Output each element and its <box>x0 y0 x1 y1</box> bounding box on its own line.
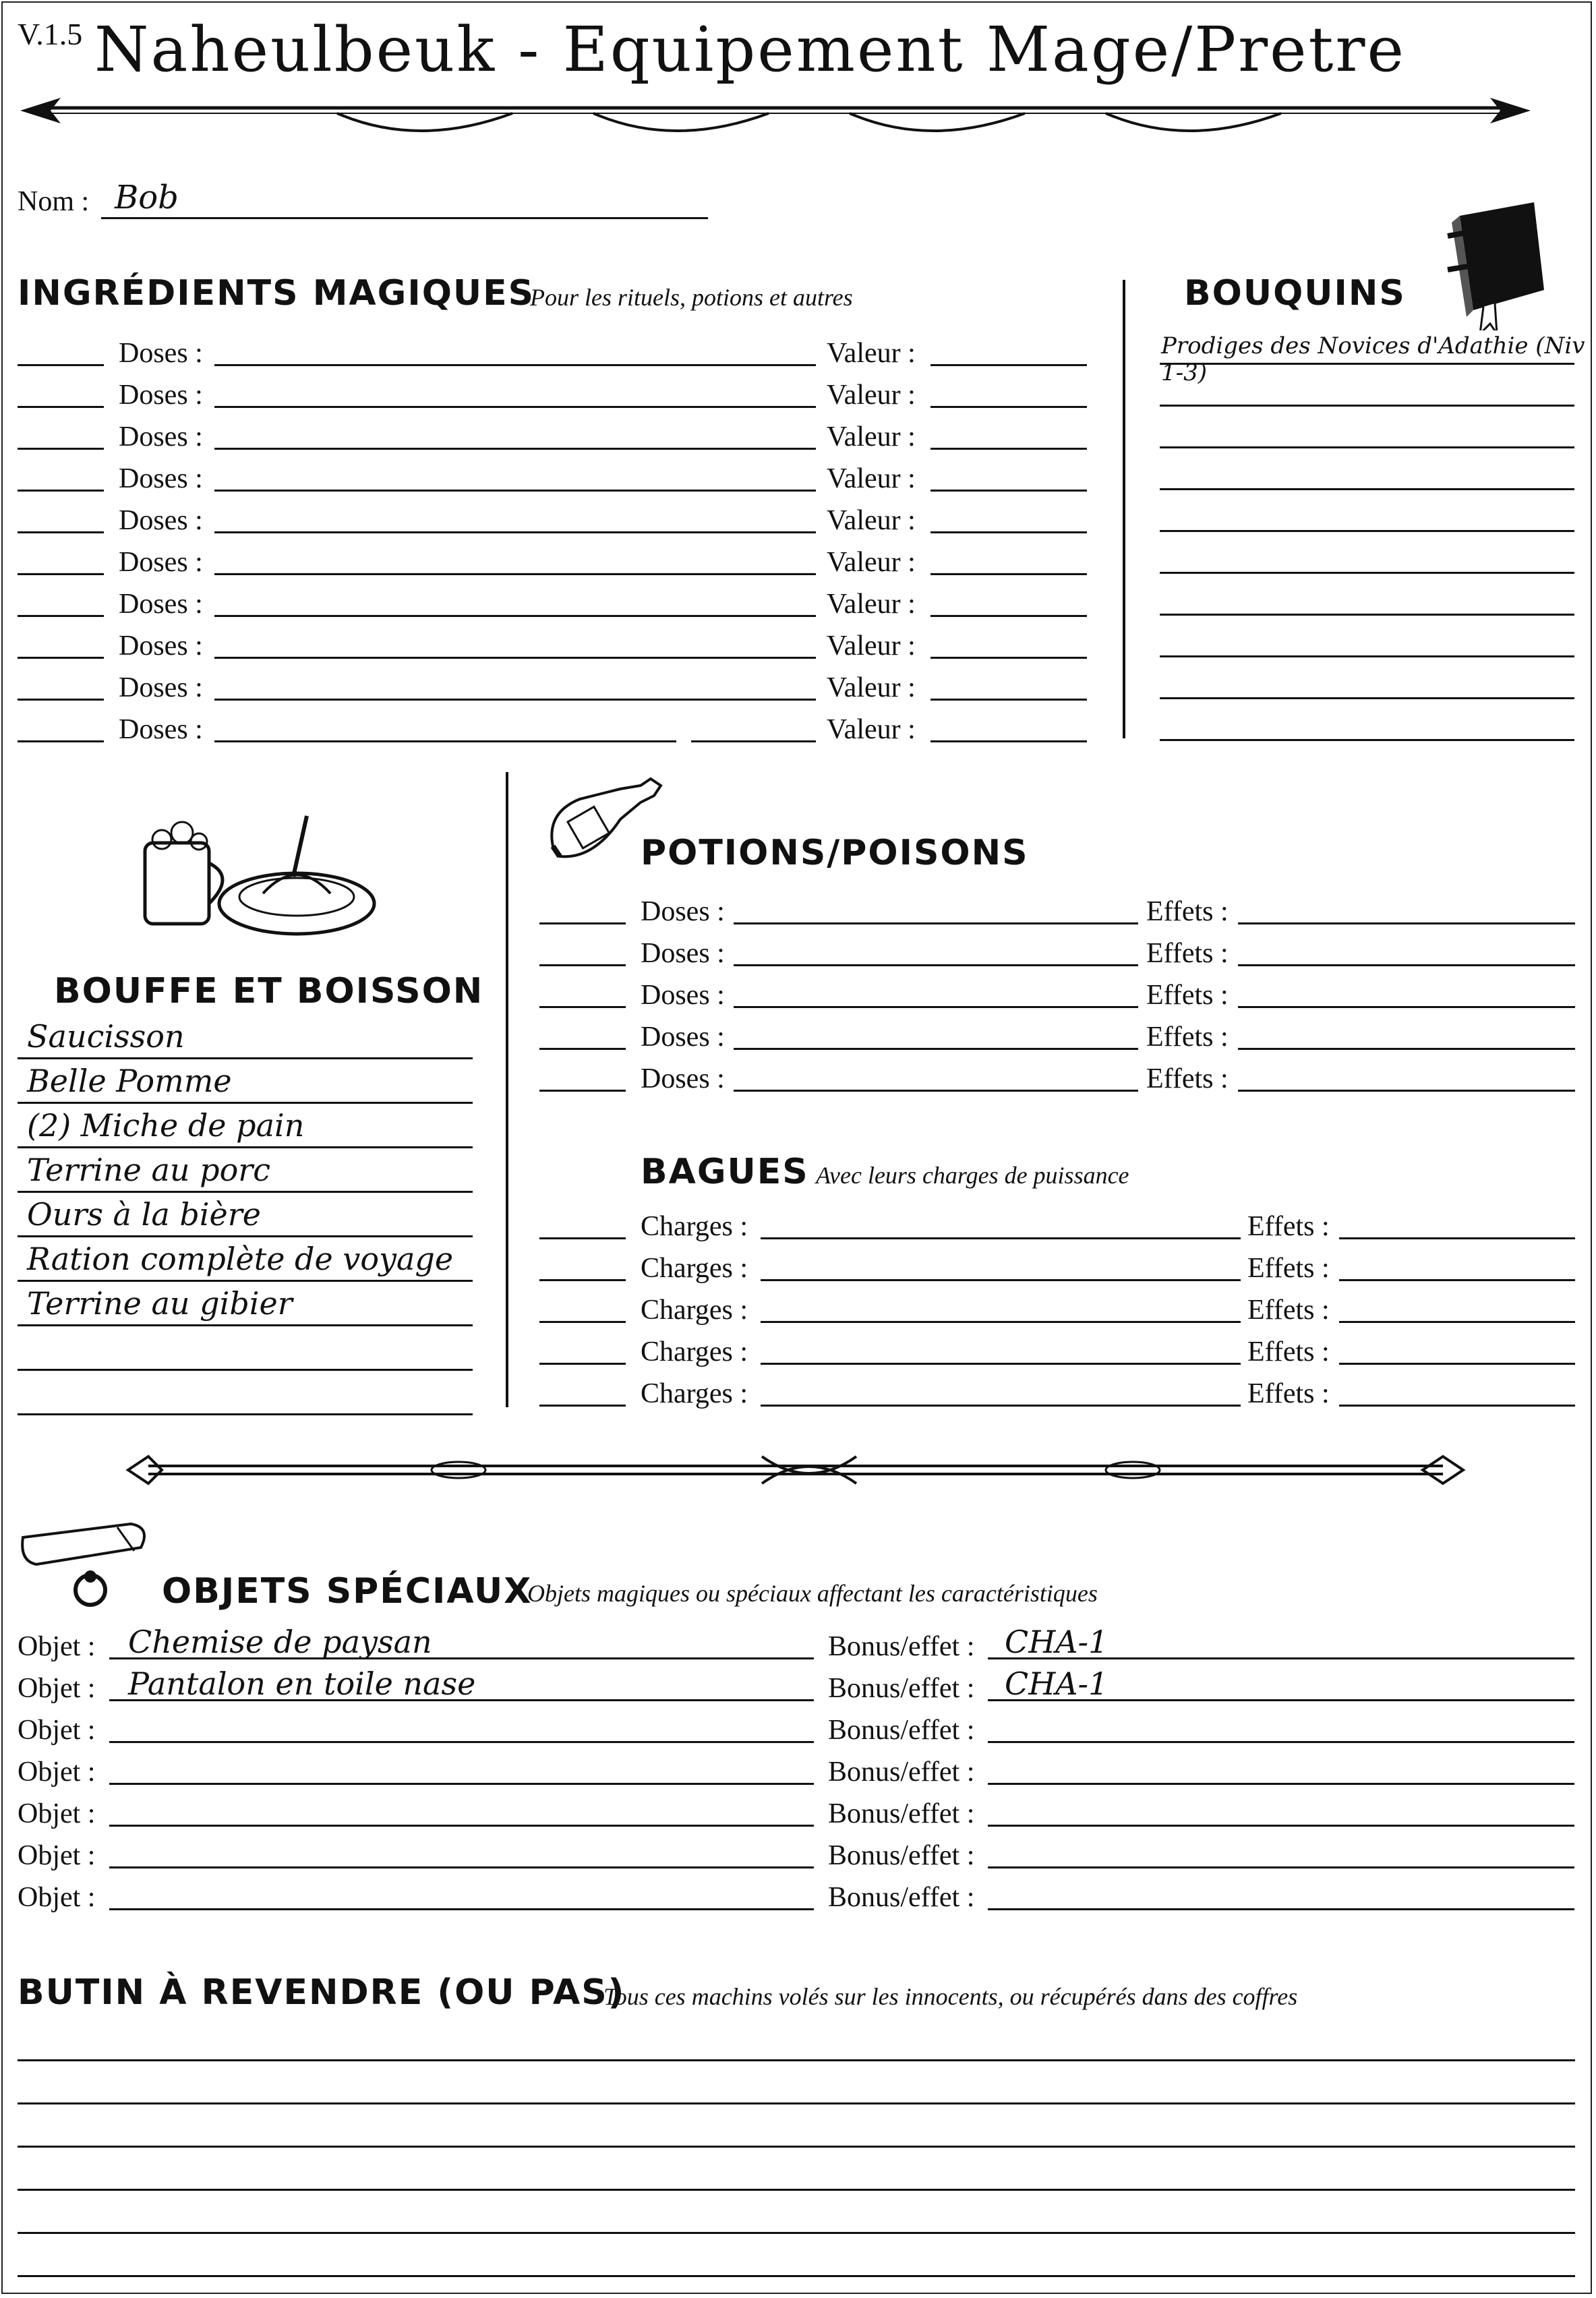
bouffe-entry[interactable]: (2) Miche de pain <box>27 1107 305 1144</box>
nom-field[interactable]: Bob <box>115 179 179 216</box>
valeur-label: Valeur : <box>827 463 916 494</box>
ingredients-subtitle: Pour les rituels, potions et autres <box>530 284 853 311</box>
doses-label: Doses : <box>641 1063 725 1094</box>
ingredients-title: INGRÉDIENTS MAGIQUES <box>18 273 535 314</box>
doses-label: Doses : <box>119 714 203 745</box>
objet-label: Objet : <box>18 1631 96 1662</box>
bouffe-entry[interactable]: Terrine au gibier <box>27 1285 293 1322</box>
bonus-label: Bonus/effet : <box>828 1757 975 1788</box>
valeur-label: Valeur : <box>827 338 916 369</box>
bonus-label: Bonus/effet : <box>828 1715 975 1746</box>
effets-label: Effets : <box>1247 1211 1330 1242</box>
effets-label: Effets : <box>1247 1253 1330 1284</box>
butin-line[interactable] <box>18 2275 1575 2277</box>
page-title: Naheulbeuk - Equipement Mage/Pretre <box>94 13 1406 86</box>
valeur-label: Valeur : <box>827 380 916 411</box>
charges-label: Charges : <box>641 1378 748 1409</box>
effets-label: Effets : <box>1247 1336 1330 1367</box>
bonus-label: Bonus/effet : <box>828 1673 975 1704</box>
effets-label: Effets : <box>1146 938 1229 969</box>
bouffe-entry[interactable]: Saucisson <box>27 1018 185 1055</box>
objet-label: Objet : <box>18 1798 96 1829</box>
charges-label: Charges : <box>641 1295 748 1326</box>
version-label: V.1.5 <box>18 17 83 51</box>
valeur-label: Valeur : <box>827 505 916 536</box>
butin-line[interactable] <box>18 2059 1575 2061</box>
effets-label: Effets : <box>1247 1295 1330 1326</box>
bonus-entry[interactable]: CHA-1 <box>1005 1666 1109 1702</box>
effets-label: Effets : <box>1247 1378 1330 1409</box>
objet-label: Objet : <box>18 1673 96 1704</box>
objet-label: Objet : <box>18 1715 96 1746</box>
effets-label: Effets : <box>1146 896 1229 927</box>
bagues-title: BAGUES <box>641 1152 809 1192</box>
doses-label: Doses : <box>641 980 725 1011</box>
doses-label: Doses : <box>641 896 725 927</box>
doses-label: Doses : <box>119 338 203 369</box>
butin-line[interactable] <box>18 2146 1575 2148</box>
effets-label: Effets : <box>1146 980 1229 1011</box>
objet-label: Objet : <box>18 1840 96 1871</box>
bonus-label: Bonus/effet : <box>828 1631 975 1662</box>
doses-label: Doses : <box>641 938 725 969</box>
valeur-label: Valeur : <box>827 589 916 620</box>
objet-label: Objet : <box>18 1757 96 1788</box>
objet-entry[interactable]: Pantalon en toile nase <box>128 1666 476 1702</box>
butin-line[interactable] <box>18 2189 1575 2191</box>
charges-label: Charges : <box>641 1336 748 1367</box>
doses-label: Doses : <box>119 421 203 452</box>
bonus-entry[interactable]: CHA-1 <box>1005 1624 1109 1660</box>
bouffe-title: BOUFFE ET BOISSON <box>54 971 484 1011</box>
doses-label: Doses : <box>119 672 203 703</box>
bouquins-title: BOUQUINS <box>1184 273 1406 314</box>
objet-entry[interactable]: Chemise de paysan <box>128 1624 432 1660</box>
butin-line[interactable] <box>18 2102 1575 2104</box>
doses-label: Doses : <box>119 463 203 494</box>
doses-label: Doses : <box>119 380 203 411</box>
objets-title: OBJETS SPÉCIAUX <box>162 1571 533 1612</box>
bonus-label: Bonus/effet : <box>828 1882 975 1913</box>
objet-label: Objet : <box>18 1882 96 1913</box>
bouffe-entry[interactable]: Belle Pomme <box>27 1063 232 1099</box>
bonus-label: Bonus/effet : <box>828 1798 975 1829</box>
butin-title: BUTIN À REVENDRE (OU PAS) <box>18 1972 626 2013</box>
doses-label: Doses : <box>119 505 203 536</box>
doses-label: Doses : <box>119 547 203 578</box>
charges-label: Charges : <box>641 1211 748 1242</box>
bouquin-entry[interactable]: Prodiges des Novices d'Adathie (Niv 1-3) <box>1161 332 1585 386</box>
butin-subtitle: Tous ces machins volés sur les innocents, ou récupérés dans des coffres <box>603 1983 1298 2010</box>
valeur-label: Valeur : <box>827 630 916 661</box>
nom-label: Nom : <box>18 186 90 217</box>
bonus-label: Bonus/effet : <box>828 1840 975 1871</box>
doses-label: Doses : <box>641 1022 725 1053</box>
valeur-label: Valeur : <box>827 714 916 745</box>
doses-label: Doses : <box>119 589 203 620</box>
valeur-label: Valeur : <box>827 421 916 452</box>
charges-label: Charges : <box>641 1253 748 1284</box>
valeur-label: Valeur : <box>827 547 916 578</box>
butin-line[interactable] <box>18 2232 1575 2234</box>
valeur-label: Valeur : <box>827 672 916 703</box>
bouffe-entry[interactable]: Ours à la bière <box>27 1196 261 1233</box>
bouffe-entry[interactable]: Ration complète de voyage <box>27 1241 454 1277</box>
potions-title: POTIONS/POISONS <box>641 833 1029 873</box>
doses-label: Doses : <box>119 630 203 661</box>
effets-label: Effets : <box>1146 1022 1229 1053</box>
bouffe-entry[interactable]: Terrine au porc <box>27 1152 271 1188</box>
bagues-subtitle: Avec leurs charges de puissance <box>816 1162 1129 1189</box>
objets-subtitle: Objets magiques ou spéciaux affectant les caractéristiques <box>527 1580 1098 1607</box>
effets-label: Effets : <box>1146 1063 1229 1094</box>
